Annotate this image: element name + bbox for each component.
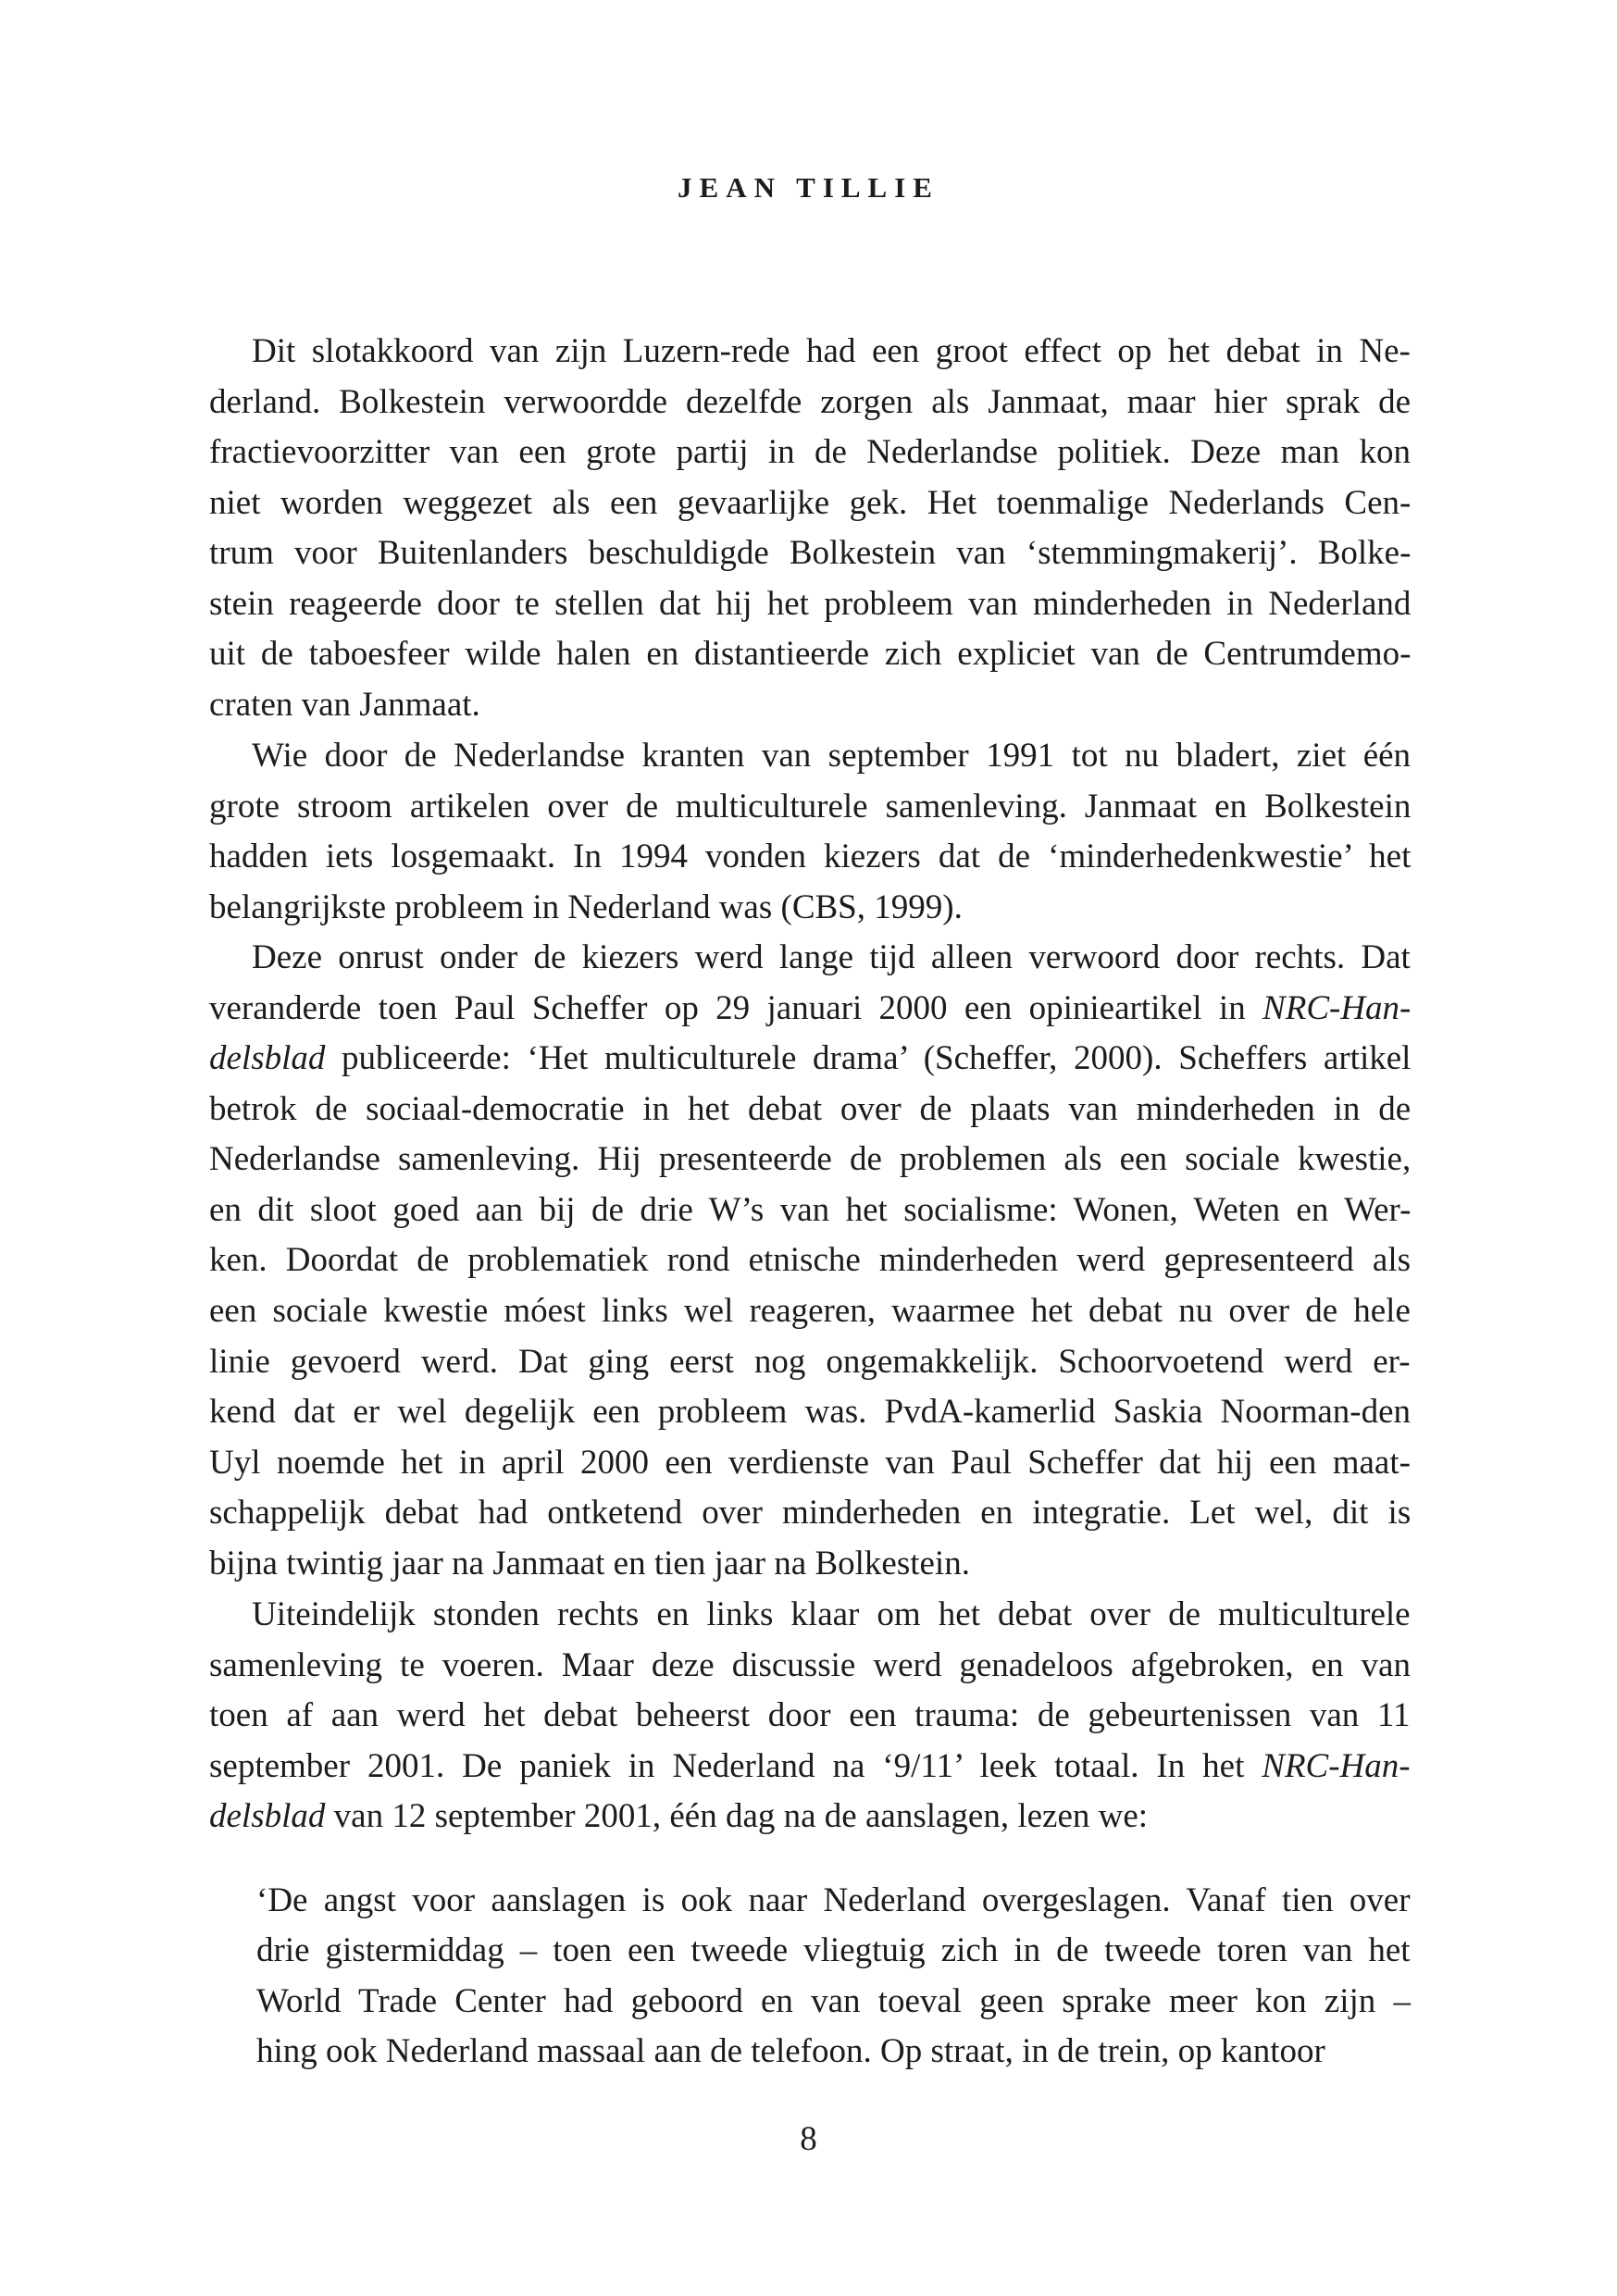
text-line — [252, 937, 1411, 978]
text-segment: publiceerde: ‘Het multiculturele drama’ (Scheffer, 2000). Scheffers artikel — [325, 1039, 1412, 1078]
text-line — [209, 837, 1411, 877]
text-line — [209, 1038, 1411, 1079]
text-segment: hadden iets losgemaakt. In 1994 vonden kiezers dat de ‘minderhedenkwestie’ het — [209, 838, 1412, 876]
text-line — [209, 1089, 1411, 1130]
text-line — [209, 533, 1411, 574]
text-line — [209, 432, 1411, 473]
text-segment: derland. Bolkestein verwoordde dezelfde zorgen als Janmaat, maar hier sprak de — [209, 382, 1412, 421]
italic-text: NRC-Han- — [1262, 1746, 1411, 1785]
text-line — [209, 887, 963, 928]
text-segment: stein reageerde door te stellen dat hij het probleem van minderheden in Nederland — [209, 584, 1412, 623]
text-segment: Uyl noemde het in april 2000 een verdienste van Paul Scheffer dat hij een maat- — [209, 1443, 1411, 1482]
text-segment: World Trade Center had geboord en van toeval geen sprake meer kon zijn – — [256, 1981, 1411, 2020]
text-line — [209, 1392, 1411, 1433]
text-segment: schappelijk debat had ontketend over minderheden en integratie. Let wel, dit is — [209, 1494, 1412, 1533]
text-line — [252, 1595, 1411, 1635]
text-line — [252, 331, 1411, 372]
page-number: 8 — [800, 2120, 817, 2158]
text-line — [209, 1240, 1411, 1281]
text-line — [209, 382, 1411, 423]
text-line — [256, 1930, 1411, 1971]
text-segment: niet worden weggezet als een gevaarlijke gek. Het toenmalige Nederlands Cen- — [209, 483, 1412, 522]
text-line — [209, 1139, 1411, 1180]
text-segment: fractievoorzitter van een grote partij in de Nederlandse politiek. Deze man kon — [209, 433, 1412, 472]
text-segment: veranderde toen Paul Scheffer op 29 januari 2000 een opinieartikel in — [209, 988, 1263, 1027]
text-segment: samenleving te voeren. Maar deze discussie werd genadeloos afgebroken, en van — [209, 1645, 1411, 1684]
text-segment: betrok de sociaal-democratie in het debat over de plaats van minderheden in de — [209, 1089, 1412, 1128]
text-segment: drie gistermiddag – toen een tweede vliegtuig zich in de tweede toren van het — [256, 1931, 1411, 1970]
text-segment: Nederlandse samenleving. Hij presenteerde de problemen als een sociale kwestie, — [209, 1140, 1412, 1179]
text-segment: een sociale kwestie móest links wel reageren, waarmee het debat nu over de hele — [209, 1292, 1411, 1331]
text-line — [209, 1746, 1411, 1787]
running-head: JEAN TILLIE — [678, 171, 939, 204]
text-line — [209, 483, 1411, 524]
text-line — [209, 1695, 1411, 1736]
text-line — [209, 787, 1411, 827]
italic-text: delsblad — [209, 1797, 326, 1835]
text-line — [209, 1796, 1148, 1837]
text-line — [209, 1291, 1411, 1332]
text-line — [209, 988, 1411, 1029]
text-line — [256, 1981, 1411, 2022]
text-segment: Wie door de Nederlandse kranten van september 1991 tot nu bladert, ziet één — [252, 737, 1412, 775]
text-segment: en dit sloot goed aan bij de drie W’s van het socialisme: Wonen, Weten en Wer- — [209, 1190, 1412, 1229]
text-line — [256, 2031, 1325, 2072]
text-line — [209, 634, 1411, 675]
text-segment: uit de taboesfeer wilde halen en distantieerde zich expliciet van de Centrumdemo- — [209, 635, 1412, 674]
text-segment: ‘De angst voor aanslagen is ook naar Nederland overgeslagen. Vanaf tien over — [256, 1881, 1411, 1919]
italic-text: delsblad — [209, 1039, 326, 1078]
text-line — [209, 1190, 1411, 1231]
text-line — [256, 1880, 1411, 1921]
italic-text: NRC-Han- — [1263, 988, 1412, 1027]
text-segment: Uiteindelijk stonden rechts en links klaar om het debat over de multiculturele — [252, 1595, 1411, 1633]
text-segment: september 2001. De paniek in Nederland na ‘9/11’ leek totaal. In het — [209, 1746, 1263, 1785]
text-segment: van 12 september 2001, één dag na de aanslagen, lezen we: — [325, 1797, 1149, 1835]
text-segment: ken. Doordat de problematiek rond etnische minderheden werd gepresenteerd als — [209, 1241, 1411, 1280]
text-line — [209, 1493, 1411, 1533]
text-segment: Deze onrust onder de kiezers werd lange tijd alleen verwoord door rechts. Dat — [252, 938, 1411, 976]
text-line — [209, 1645, 1411, 1686]
text-segment: Dit slotakkoord van zijn Luzern-rede had een groot effect op het debat in Ne- — [252, 332, 1411, 370]
text-segment: bijna twintig jaar na Janmaat en tien jaar na Bolkestein. — [209, 1544, 970, 1582]
text-line — [209, 685, 480, 726]
text-line — [252, 736, 1411, 776]
text-segment: trum voor Buitenlanders beschuldigde Bolkestein van ‘stemmingmakerij’. Bolke- — [209, 534, 1412, 573]
text-line — [209, 584, 1411, 625]
text-segment: kend dat er wel degelijk een probleem was. PvdA-kamerlid Saskia Noorman-den — [209, 1393, 1412, 1432]
text-segment: toen af aan werd het debat beheerst door een trauma: de gebeurtenissen van 11 — [209, 1696, 1411, 1734]
text-segment: grote stroom artikelen over de multiculturele samenleving. Janmaat en Bolkestein — [209, 787, 1412, 825]
text-line — [209, 1342, 1411, 1383]
text-segment: hing ook Nederland massaal aan de telefoon. Op straat, in de trein, op kantoor — [256, 2031, 1325, 2070]
text-segment: craten van Janmaat. — [209, 685, 480, 724]
text-line — [209, 1443, 1411, 1483]
text-segment: belangrijkste probleem in Nederland was (CBS, 1999). — [209, 887, 963, 926]
text-line — [209, 1544, 970, 1584]
text-segment: linie gevoerd werd. Dat ging eerst nog ongemakkelijk. Schoorvoetend werd er- — [209, 1342, 1411, 1381]
